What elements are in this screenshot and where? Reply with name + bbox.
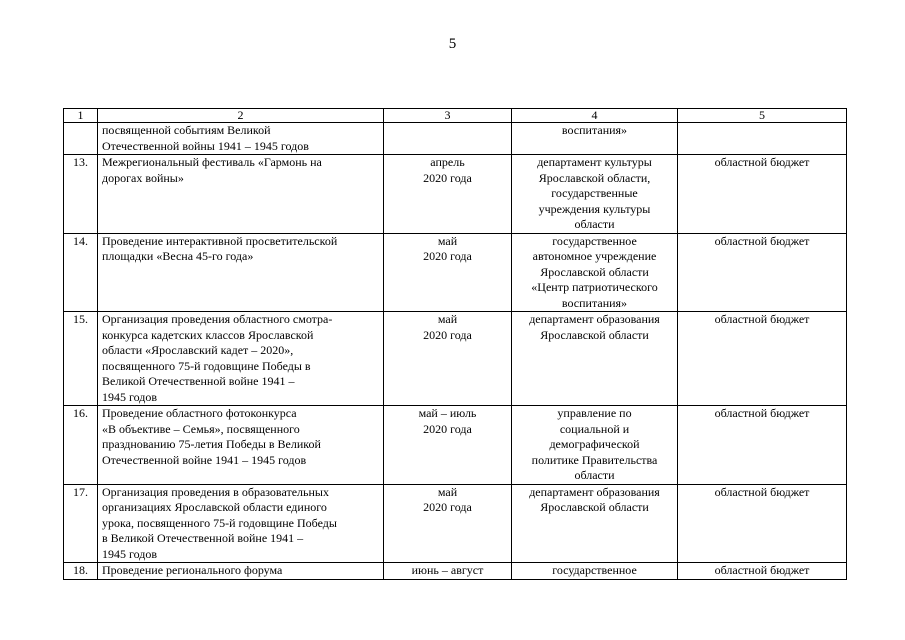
header-col-4: 4 xyxy=(512,109,678,123)
table-row xyxy=(64,312,847,406)
event-name: Проведение областного фотоконкурса «В объективе – Семья», посвященного празднованию 75-летия Победы в Великой Отечественной войне 1941 – 1945 годов xyxy=(98,406,384,485)
row-number: 13. xyxy=(64,155,98,234)
event-executor: департамент образования Ярославской области xyxy=(512,312,678,406)
event-name: Проведение регионального форума xyxy=(98,563,384,580)
header-col-1: 1 xyxy=(64,109,98,123)
table-row xyxy=(64,406,847,485)
table-row xyxy=(64,484,847,563)
event-funding: областной бюджет xyxy=(678,484,847,563)
event-date: май 2020 года xyxy=(384,233,512,312)
event-executor: государственное автономное учреждение Ярославской области «Центр патриотического воспитания» xyxy=(512,233,678,312)
table-row xyxy=(64,123,847,155)
table-row xyxy=(64,155,847,234)
event-executor: воспитания» xyxy=(512,123,678,155)
event-funding: областной бюджет xyxy=(678,233,847,312)
event-name: Организация проведения в образовательных организациях Ярославской области единого урока, посвященного 75-й годовщине Победы в Великой Отечественной войне 1941 – 1945 годов xyxy=(98,484,384,563)
event-funding: областной бюджет xyxy=(678,312,847,406)
event-date: июнь – август xyxy=(384,563,512,580)
event-executor: департамент образования Ярославской области xyxy=(512,484,678,563)
page-number: 5 xyxy=(448,36,457,52)
event-funding xyxy=(678,123,847,155)
event-executor: управление по социальной и демографической политике Правительства области xyxy=(512,406,678,485)
table-header-row xyxy=(64,109,847,123)
row-number: 18. xyxy=(64,563,98,580)
event-name: Межрегиональный фестиваль «Гармонь на дорогах войны» xyxy=(98,155,384,234)
event-name: посвященной событиям Великой Отечественной войны 1941 – 1945 годов xyxy=(98,123,384,155)
table-row xyxy=(64,563,847,580)
row-number: 14. xyxy=(64,233,98,312)
header-col-3: 3 xyxy=(384,109,512,123)
row-number xyxy=(64,123,98,155)
event-funding: областной бюджет xyxy=(678,155,847,234)
row-number: 15. xyxy=(64,312,98,406)
event-date: май 2020 года xyxy=(384,312,512,406)
event-date xyxy=(384,123,512,155)
event-funding: областной бюджет xyxy=(678,406,847,485)
event-executor: государственное xyxy=(512,563,678,580)
event-date: апрель 2020 года xyxy=(384,155,512,234)
event-date: май – июль 2020 года xyxy=(384,406,512,485)
event-date: май 2020 года xyxy=(384,484,512,563)
event-executor: департамент культуры Ярославской области, государственные учреждения культуры области xyxy=(512,155,678,234)
event-name: Проведение интерактивной просветительской площадки «Весна 45-го года» xyxy=(98,233,384,312)
table-row xyxy=(64,233,847,312)
header-col-5: 5 xyxy=(678,109,847,123)
row-number: 17. xyxy=(64,484,98,563)
event-name: Организация проведения областного смотра- конкурса кадетских классов Ярославской области «Ярославский кадет – 2020», посвященного 75-й годовщине Победы в Великой Отечественной войне 1941 – 1945 годов xyxy=(98,312,384,406)
event-funding: областной бюджет xyxy=(678,563,847,580)
events-table xyxy=(63,108,847,580)
header-col-2: 2 xyxy=(98,109,384,123)
row-number: 16. xyxy=(64,406,98,485)
